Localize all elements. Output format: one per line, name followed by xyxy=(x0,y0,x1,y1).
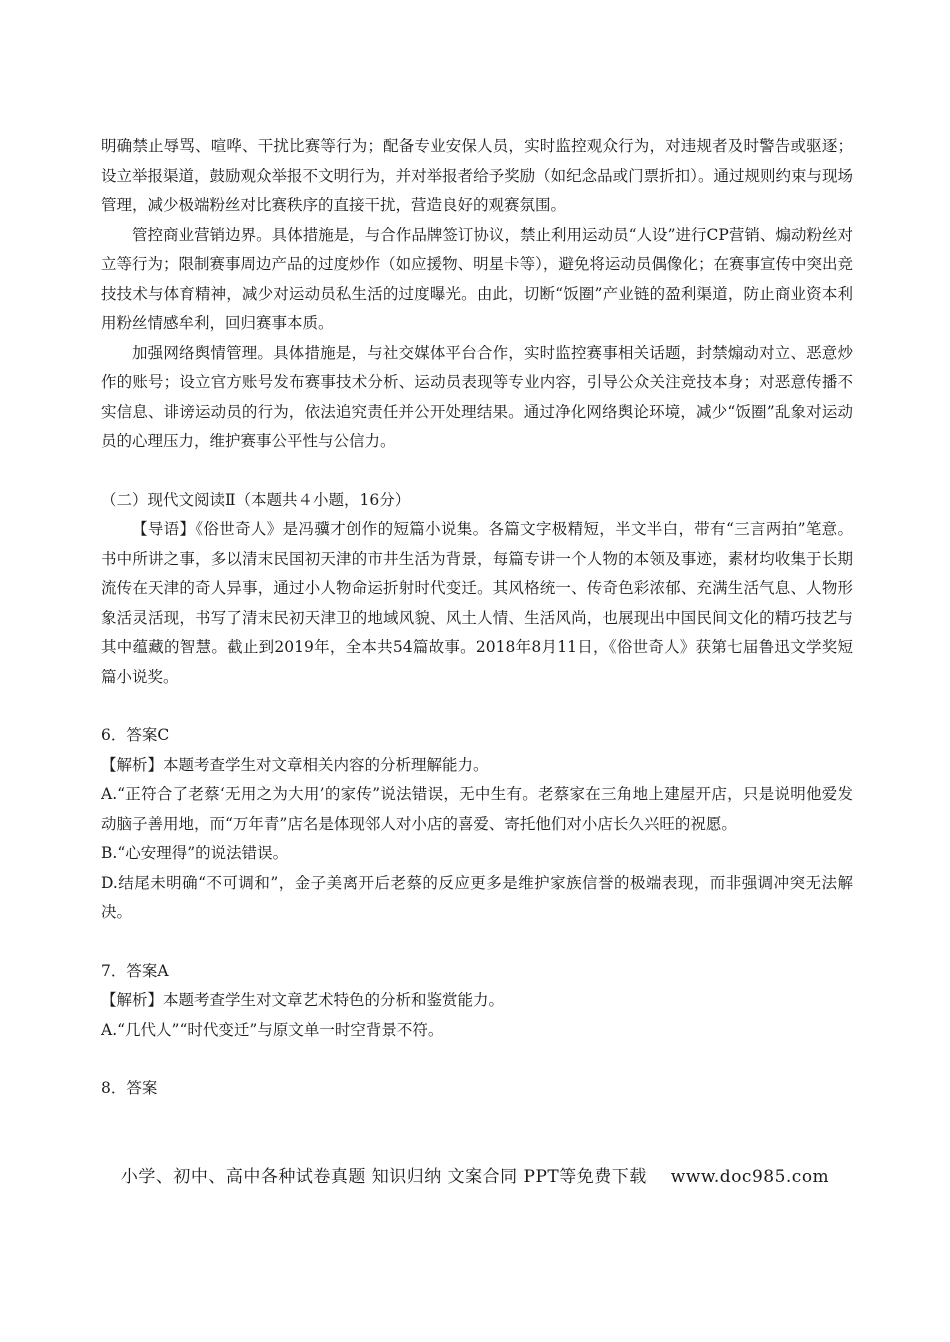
footer-text: 小学、初中、高中各种试卷真题 知识归纳 文案合同 PPT等免费下载 xyxy=(120,1167,647,1187)
footer-url[interactable]: www.doc985.com xyxy=(670,1167,830,1187)
q7-answer: 7．答案A xyxy=(101,961,169,980)
q7-analysis: 【解析】本题考查学生对文章艺术特色的分析和鉴赏能力。 xyxy=(101,991,505,1009)
q7-option-a: A.“几代人”“时代变迁”与原文单一时空背景不符。 xyxy=(101,1020,444,1039)
q8-answer: 8．答案 xyxy=(101,1079,158,1097)
paragraph-online-opinion: 加强网络舆情管理。具体措施是，与社交媒体平台合作，实时监控赛事相关话题，封禁煽动对立、恶意炒作的账号；设立官方账号发布赛事技术分析、运动员表现等专业内容，引导公众关注竞技本身；对恶意传播不实信息、诽谤运动员的行为，依法追究责任并公开处理结果。通过净化网络舆论环境，减少“饭圈”乱象对运动员的心理压力，维护赛事公平性与公信力。 xyxy=(101,343,853,450)
spacer xyxy=(101,928,853,957)
paragraph-commercial-control: 管控商业营销边界。具体措施是，与合作品牌签订协议，禁止利用运动员“人设”进行CP营销、煽动粉丝对立等行为；限制赛事周边产品的过度炒作（如应援物、明星卡等），避免将运动员偶像化；在赛事宣传中突出竞技技术与体育精神，减少对运动员私生活的过度曝光。由此，切断“饭圈”产业链的盈利渠道，防止商业资本利用粉丝情感牟利，回归赛事本质。 xyxy=(101,225,853,332)
page-footer xyxy=(0,1162,950,1187)
q6-answer: 6．答案C xyxy=(101,726,170,744)
paragraph-security-measures: 明确禁止辱骂、喧哗、干扰比赛等行为；配备专业安保人员，实时监控观众行为，对违规者及时警告或驱逐；设立举报渠道，鼓励观众举报不文明行为，并对举报者给予奖励（如纪念品或门票折扣）。通过规则约束与现场管理，减少极端粉丝对比赛秩序的直接干扰，营造良好的观赛氛围。 xyxy=(101,137,853,214)
q6-option-b: B.“心安理得”的说法错误。 xyxy=(101,844,289,862)
q6-analysis: 【解析】本题考查学生对文章相关内容的分析理解能力。 xyxy=(101,755,489,774)
document-body xyxy=(101,132,853,1104)
section-heading: （二）现代文阅读Ⅱ（本题共４小题，16分） xyxy=(101,490,411,509)
spacer xyxy=(101,457,853,486)
intro-paragraph: 【导语】《俗世奇人》是冯骥才创作的短篇小说集。各篇文字极精短，半文半白，带有“三言两拍”笔意。书中所讲之事，多以清末民国初天津的市井生活为背景，每篇专讲一个人物的本领及事迹，素材均收集于长期流传在天津的奇人异事，通过小人物命运折射时代变迁。其风格统一、传奇色彩浓郁、充满生活气息、人物形象活灵活现，书写了清末民初天津卫的地域风貌、风土人情、生活风尚，也展现出中国民间文化的精巧技艺与其中蕴藏的智慧。截止到2019年，全本共54篇故事。2018年8月11日，《俗世奇人》获第七届鲁迅文学奖短篇小说奖。 xyxy=(101,520,853,686)
spacer xyxy=(101,1045,853,1074)
spacer xyxy=(101,692,853,721)
q6-option-d: D.结尾未明确“不可调和”，金子美离开后老蔡的反应更多是维护家族信誉的极端表现，而非强调冲突无法解决。 xyxy=(101,873,853,921)
q6-option-a: A.“正符合了老蔡‘无用之为大用’的家传”说法错误，无中生有。老蔡家在三角地上建屋开店，只是说明他爱发动脑子善用地，而“万年青”店名是体现邻人对小店的喜爱、寄托他们对小店长久兴旺的祝愿。 xyxy=(101,785,853,833)
